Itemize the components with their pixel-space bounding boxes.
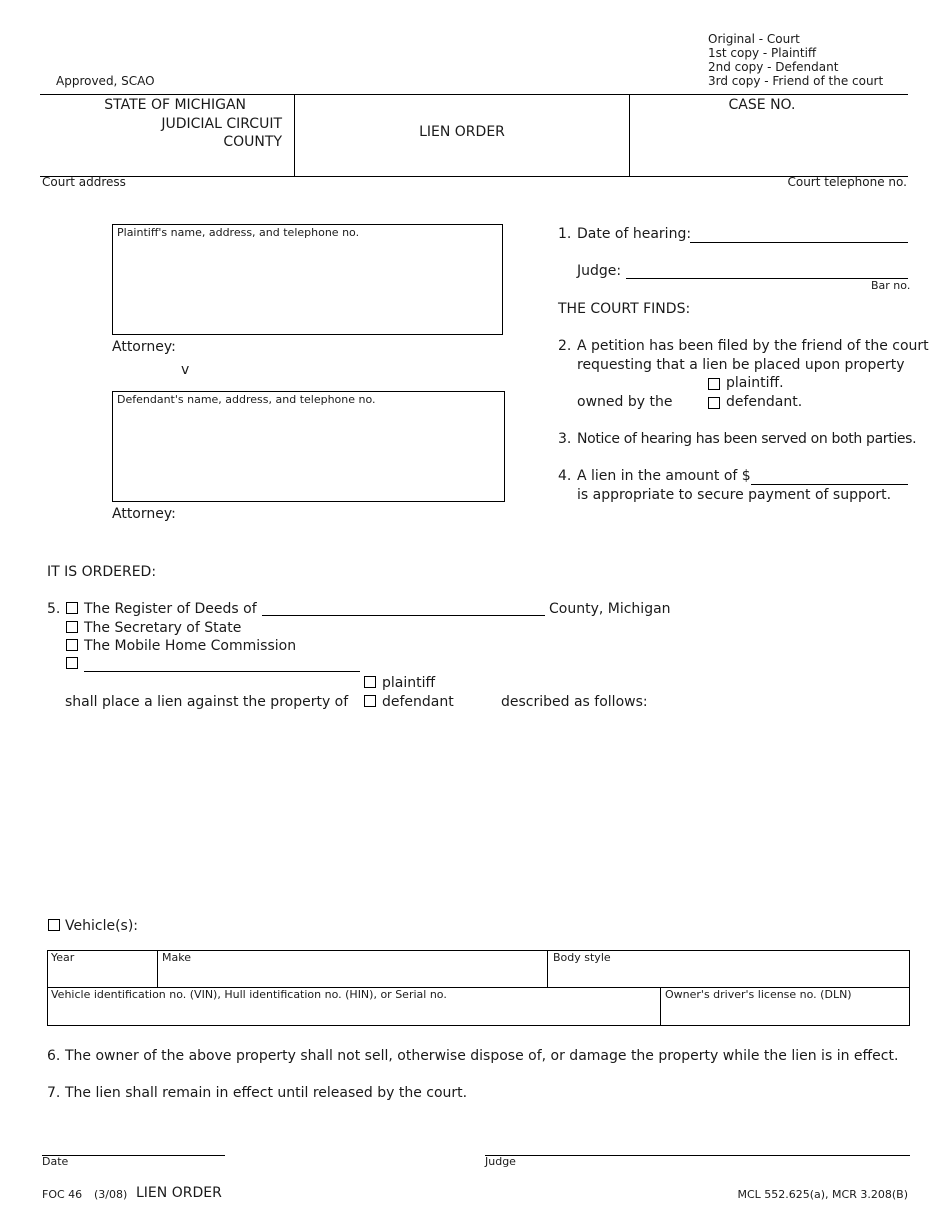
secretary-of-state-label: The Secretary of State	[84, 620, 242, 636]
vehicle-body-style-cell[interactable]: Body style	[553, 951, 611, 964]
ordered-heading: IT IS ORDERED:	[47, 564, 157, 580]
court-phone-label: Court telephone no.	[787, 175, 907, 189]
form-revision: (3/08)	[94, 1188, 128, 1201]
plaintiff-box-label: Plaintiff's name, address, and telephone no.	[117, 226, 360, 239]
finding-3-text: Notice of hearing has been served on both parties.	[577, 431, 917, 447]
vehicle-table-col-divider	[660, 987, 661, 1026]
finding-4-text: is appropriate to secure payment of support.	[577, 487, 892, 503]
judge-signature-field[interactable]	[485, 1155, 910, 1156]
legal-citation: MCL 552.625(a), MCR 3.208(B)	[737, 1188, 908, 1201]
county-michigan-label: County, Michigan	[549, 601, 671, 617]
register-of-deeds-checkbox[interactable]	[66, 602, 78, 614]
item-number: 7.	[47, 1085, 61, 1101]
mobile-home-checkbox[interactable]	[66, 639, 78, 651]
lien-defendant-label: defendant	[382, 694, 454, 710]
approved-label: Approved, SCAO	[56, 74, 155, 88]
owner-defendant-label: defendant.	[726, 394, 803, 410]
distribution-line: Original - Court	[708, 32, 800, 46]
findings-heading: THE COURT FINDS:	[558, 301, 691, 317]
owner-plaintiff-label: plaintiff.	[726, 375, 784, 391]
hearing-date-label: Date of hearing:	[577, 226, 692, 242]
item-number: 6.	[47, 1048, 61, 1064]
case-number-label: CASE NO.	[728, 97, 796, 113]
defendant-box-label: Defendant's name, address, and telephone no.	[117, 393, 376, 406]
defendant-attorney-label: Attorney:	[112, 506, 176, 522]
vehicle-table-col-divider	[157, 950, 158, 987]
circuit-label: JUDICIAL CIRCUIT	[161, 116, 282, 132]
date-signature-field[interactable]	[42, 1155, 225, 1156]
lien-against-label: shall place a lien against the property of	[65, 694, 349, 710]
lien-amount-field[interactable]	[751, 484, 908, 485]
vehicle-table-col-divider	[547, 950, 548, 987]
date-label: Date	[42, 1155, 69, 1168]
state-label: STATE OF MICHIGAN	[104, 97, 246, 113]
lien-plaintiff-checkbox[interactable]	[364, 676, 376, 688]
plaintiff-box[interactable]	[112, 224, 503, 335]
mobile-home-label: The Mobile Home Commission	[84, 638, 297, 654]
item-number: 1.	[558, 226, 572, 242]
owner-dln-cell[interactable]: Owner's driver's license no. (DLN)	[665, 988, 852, 1001]
distribution-line: 1st copy - Plaintiff	[708, 46, 817, 60]
bar-number-label: Bar no.	[871, 279, 911, 292]
county-name-field[interactable]	[262, 615, 545, 616]
distribution-line: 3rd copy - Friend of the court	[708, 74, 884, 88]
order-7-text: The lien shall remain in effect until released by the court.	[65, 1085, 468, 1101]
item-number: 5.	[47, 601, 61, 617]
header-top-rule	[40, 94, 908, 95]
lien-plaintiff-label: plaintiff	[382, 675, 436, 691]
item-number: 2.	[558, 338, 572, 354]
footer-title: LIEN ORDER	[136, 1185, 222, 1201]
other-agency-field[interactable]	[84, 671, 360, 672]
vehicle-vin-cell[interactable]: Vehicle identification no. (VIN), Hull identification no. (HIN), or Serial no.	[51, 988, 447, 1001]
described-label: described as follows:	[501, 694, 648, 710]
defendant-box[interactable]	[112, 391, 505, 502]
versus-label: v	[181, 362, 190, 378]
owner-defendant-checkbox[interactable]	[708, 397, 720, 409]
finding-2-text: requesting that a lien be placed upon property	[577, 357, 905, 373]
order-6-text: The owner of the above property shall not sell, otherwise dispose of, or damage the property while the lien is in effect.	[65, 1048, 899, 1064]
item-number: 3.	[558, 431, 572, 447]
judge-field[interactable]	[626, 278, 908, 279]
hearing-date-field[interactable]	[690, 242, 908, 243]
secretary-of-state-checkbox[interactable]	[66, 621, 78, 633]
form-id: FOC 46	[42, 1188, 83, 1201]
vehicle-label: Vehicle(s):	[65, 918, 139, 934]
item-number: 4.	[558, 468, 572, 484]
vehicle-year-cell[interactable]: Year	[51, 951, 75, 964]
owner-plaintiff-checkbox[interactable]	[708, 378, 720, 390]
judge-label: Judge:	[577, 263, 622, 279]
vehicle-checkbox[interactable]	[48, 919, 60, 931]
distribution-line: 2nd copy - Defendant	[708, 60, 839, 74]
other-agency-checkbox[interactable]	[66, 657, 78, 669]
finding-2-text: A petition has been filed by the friend of the court	[577, 338, 929, 354]
county-label: COUNTY	[223, 134, 282, 150]
court-address-label: Court address	[42, 175, 126, 189]
vehicle-make-cell[interactable]: Make	[162, 951, 191, 964]
form-title: LIEN ORDER	[419, 124, 505, 140]
plaintiff-attorney-label: Attorney:	[112, 339, 176, 355]
lien-defendant-checkbox[interactable]	[364, 695, 376, 707]
register-of-deeds-label: The Register of Deeds of	[84, 601, 257, 617]
owned-by-label: owned by the	[577, 394, 673, 410]
judge-signature-label: Judge	[485, 1155, 516, 1168]
finding-4-text: A lien in the amount of $	[577, 468, 751, 484]
